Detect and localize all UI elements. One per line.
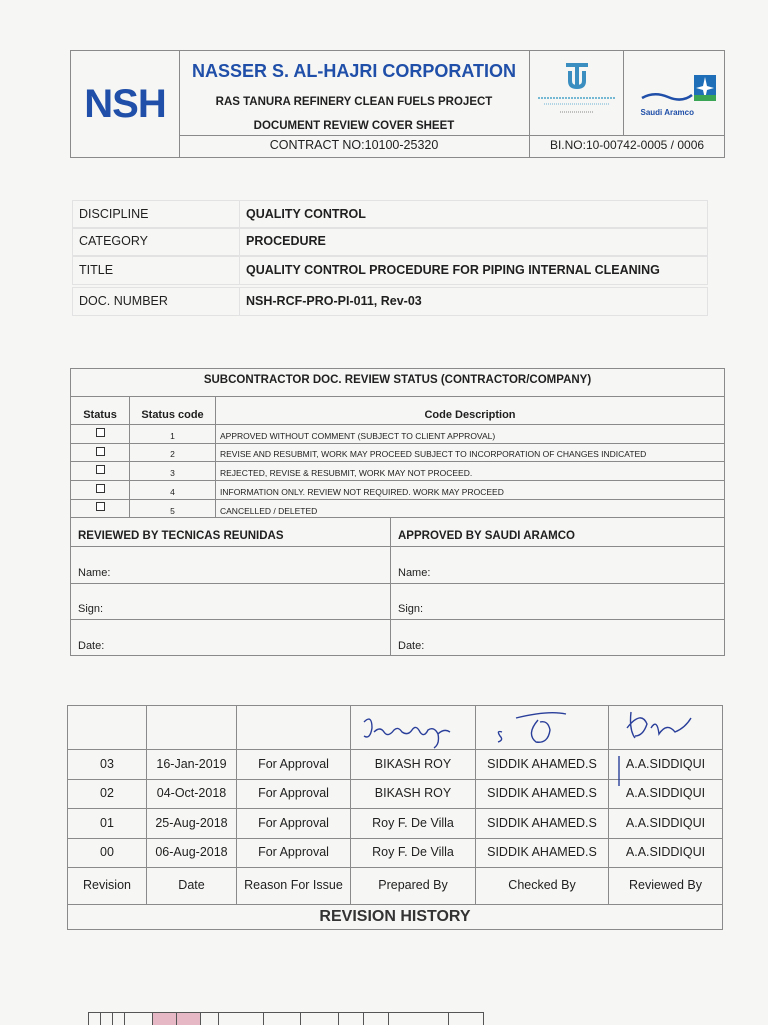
info-value: NSH-RCF-PRO-PI-011, Rev-03 (246, 294, 422, 308)
tecnicas-reunidas-logo-icon (530, 55, 623, 133)
divider (239, 201, 240, 228)
divider (448, 1013, 449, 1025)
nsh-logo-text: NSH (84, 81, 166, 126)
status-code: 5 (170, 506, 175, 516)
header-date: Date (178, 878, 205, 892)
code-description: CANCELLED / DELETED (220, 506, 318, 516)
divider (239, 288, 240, 315)
info-row-title (72, 256, 708, 285)
revision-history-table (67, 705, 723, 930)
checked-cell: SIDDIK AHAMED.S (487, 845, 597, 859)
status-code: 3 (170, 468, 175, 478)
divider (236, 706, 237, 904)
divider (71, 443, 724, 444)
info-label: CATEGORY (79, 234, 148, 248)
reviewed-cell: A.A.SIDDIQUI (625, 845, 706, 859)
status-checkbox-3[interactable] (96, 465, 105, 474)
approver-sign-label: Sign: (398, 603, 424, 615)
info-label: DISCIPLINE (79, 207, 149, 221)
divider (218, 1013, 219, 1025)
reviewed-cell: A.A.SIDDIQUI (625, 757, 706, 771)
divider (68, 808, 722, 809)
company-name: NASSER S. AL-HAJRI CORPORATION (191, 61, 517, 81)
aramco-name: Saudi Aramco (640, 108, 694, 117)
divider (475, 706, 476, 904)
status-checkbox-2[interactable] (96, 447, 105, 456)
project-name: RAS TANURA REFINERY CLEAN FUELS PROJECT (215, 96, 493, 108)
review-status-title: SUBCONTRACTOR DOC. REVIEW STATUS (CONTRACTOR/COMPANY) (203, 374, 592, 386)
reviewed-by-signature (613, 706, 721, 750)
divider (176, 1013, 177, 1025)
info-label: DOC. NUMBER (79, 294, 168, 308)
divider (68, 867, 722, 868)
header-reason: Reason For Issue (244, 878, 343, 892)
status-checkbox-4[interactable] (96, 484, 105, 493)
divider (71, 619, 724, 620)
divider (483, 1013, 484, 1025)
info-label: TITLE (79, 263, 114, 277)
divider (263, 1013, 264, 1025)
divider (68, 838, 722, 839)
reason-cell: For Approval (258, 845, 329, 859)
header-revision: Revision (83, 878, 131, 892)
divider (350, 706, 351, 904)
col-code-description: Code Description (424, 409, 516, 421)
code-description: REVISE AND RESUBMIT, WORK MAY PROCEED SUBJECT TO INCORPORATION OF CHANGES INDICATED (220, 449, 647, 459)
checked-cell: SIDDIK AHAMED.S (487, 786, 597, 800)
info-value: PROCEDURE (246, 234, 326, 248)
approver-date-label: Date: (398, 640, 425, 652)
divider (152, 1013, 153, 1025)
prepared-by-signature (358, 710, 470, 750)
approved-by-heading: APPROVED BY SAUDI ARAMCO (398, 530, 575, 542)
divider (146, 706, 147, 904)
tecnicas-reunidas-logo (530, 55, 623, 133)
date-cell: 16-Jan-2019 (156, 757, 227, 771)
header-reviewed-by: Reviewed By (629, 878, 702, 892)
code-description: INFORMATION ONLY. REVIEW NOT REQUIRED. WORK MAY PROCEED (220, 487, 504, 497)
info-row-category (72, 227, 708, 256)
checked-cell: SIDDIK AHAMED.S (487, 757, 597, 771)
divider (68, 779, 722, 780)
divider (124, 1013, 125, 1025)
divider (71, 546, 724, 547)
revision-cell: 00 (100, 845, 114, 859)
status-code: 2 (170, 449, 175, 459)
contract-number: CONTRACT NO:10100-25320 (269, 138, 439, 152)
divider (239, 228, 240, 255)
divider (100, 1013, 101, 1025)
saudi-aramco-logo (624, 55, 724, 133)
reviewer-sign-label: Sign: (78, 603, 104, 615)
status-code: 1 (170, 431, 175, 441)
checked-by-signature (488, 708, 598, 750)
prepared-cell: Roy F. De Villa (372, 845, 454, 859)
info-row-discipline (72, 200, 708, 229)
info-value: QUALITY CONTROL PROCEDURE FOR PIPING INTERNAL CLEANING (246, 263, 660, 277)
checked-cell: SIDDIK AHAMED.S (487, 816, 597, 830)
info-value: QUALITY CONTROL (246, 207, 366, 221)
divider (179, 135, 725, 136)
review-status-table (70, 368, 725, 656)
reason-cell: For Approval (258, 757, 329, 771)
reason-cell: For Approval (258, 816, 329, 830)
nsh-logo (71, 51, 180, 157)
divider (388, 1013, 389, 1025)
divider (71, 424, 724, 425)
approver-name-label: Name: (398, 567, 431, 579)
divider (112, 1013, 113, 1025)
cover-sheet-title: DOCUMENT REVIEW COVER SHEET (253, 120, 455, 132)
info-row-doc-number (72, 287, 708, 316)
reviewed-by-heading: REVIEWED BY TECNICAS REUNIDAS (78, 530, 284, 542)
status-code: 4 (170, 487, 175, 497)
divider (200, 1013, 201, 1025)
date-cell: 25-Aug-2018 (155, 816, 228, 830)
reason-cell: For Approval (258, 786, 329, 800)
divider (608, 706, 609, 904)
revision-cell: 01 (100, 816, 114, 830)
revision-cell: 02 (100, 786, 114, 800)
reviewed-cell: A.A.SIDDIQUI (625, 786, 706, 800)
col-status-code: Status code (141, 409, 204, 421)
divider (71, 461, 724, 462)
date-cell: 04-Oct-2018 (156, 786, 227, 800)
header-checked-by: Checked By (508, 878, 576, 892)
divider (88, 1013, 89, 1025)
reviewer-date-label: Date: (78, 640, 105, 652)
divider (68, 904, 722, 905)
divider (71, 583, 724, 584)
revision-cell: 03 (100, 757, 114, 771)
prepared-cell: BIKASH ROY (374, 757, 452, 771)
divider (390, 518, 391, 655)
bi-number: BI.NO:10-00742-0005 / 0006 (549, 138, 705, 152)
divider (363, 1013, 364, 1025)
reviewer-name-label: Name: (78, 567, 111, 579)
code-description: APPROVED WITHOUT COMMENT (SUBJECT TO CLIENT APPROVAL) (220, 431, 496, 441)
divider (71, 396, 724, 397)
divider (71, 480, 724, 481)
divider (71, 517, 724, 518)
document-header (70, 50, 725, 158)
date-cell: 06-Aug-2018 (155, 845, 228, 859)
divider (300, 1013, 301, 1025)
divider (71, 499, 724, 500)
header-prepared-by: Prepared By (378, 878, 448, 892)
bottom-table-strip (88, 1012, 484, 1025)
reviewed-cell: A.A.SIDDIQUI (625, 816, 706, 830)
status-checkbox-5[interactable] (96, 502, 105, 511)
status-checkbox-1[interactable] (96, 428, 105, 437)
col-status: Status (83, 409, 117, 421)
prepared-cell: Roy F. De Villa (372, 816, 454, 830)
revision-history-title: REVISION HISTORY (319, 908, 471, 925)
aramco-star-icon (624, 55, 724, 133)
divider (338, 1013, 339, 1025)
code-description: REJECTED, REVISE & RESUBMIT, WORK MAY NOT PROCEED. (220, 468, 473, 478)
divider (239, 257, 240, 284)
prepared-cell: BIKASH ROY (374, 786, 452, 800)
